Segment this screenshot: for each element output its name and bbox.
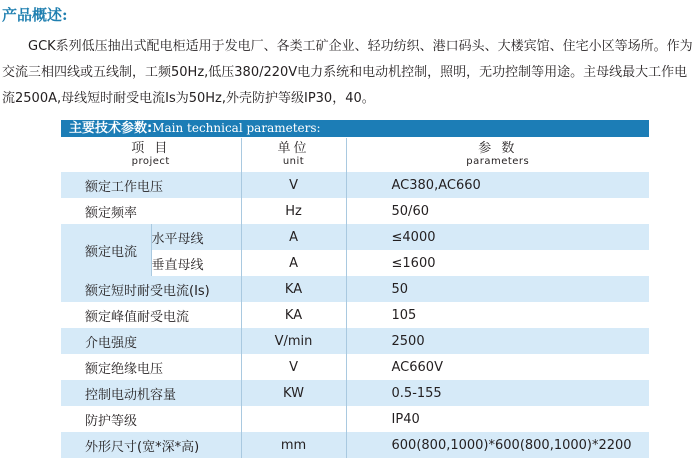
row-label: 额定频率 (61, 198, 241, 224)
banner-title-cn: 主要技术参数: (69, 121, 153, 136)
row-label-group: 额定电流 (61, 224, 151, 276)
row-value: IP40 (346, 406, 649, 432)
row-unit: V/min (241, 328, 346, 354)
table-row (61, 354, 649, 380)
header-parameters (346, 138, 649, 172)
row-label: 外形尺寸(宽*深*高) (61, 432, 241, 458)
banner-title-en: Main technical parameters: (152, 121, 321, 135)
table-row (61, 302, 649, 328)
row-value: ≤1600 (346, 250, 649, 276)
row-value: 105 (346, 302, 649, 328)
intro-text: GCK系列低压抽出式配电柜适用于发电厂、各类工矿企业、轻功纺织、港口码头、大楼宾馆、住宅小区等场所。作为交流三相四线或五线制，工频50Hz,低压380/220V电力系统和电动机控制，照明，无功控制等用途。主母线最大工作电流2500A,母线短时耐受电流Is为50Hz,外壳防护等级IP30，40。 (2, 39, 693, 106)
row-value: AC380,AC660 (346, 172, 649, 198)
row-label: 额定短时耐受电流(Is) (61, 276, 241, 302)
row-value: AC660V (346, 354, 649, 380)
table-row (61, 224, 649, 250)
row-value: 50/60 (346, 198, 649, 224)
row-sublabel: 垂直母线 (151, 250, 241, 276)
row-label: 介电强度 (61, 328, 241, 354)
section-title: 产品概述: (2, 6, 68, 24)
header-unit-en: unit (282, 156, 305, 167)
table-row (61, 276, 649, 302)
row-unit: Hz (241, 198, 346, 224)
table-row (61, 432, 649, 458)
row-unit: mm (241, 432, 346, 458)
parameters-table (61, 138, 649, 458)
header-unit-cn: 单位 (277, 141, 310, 156)
header-param-cn: 参 数 (478, 141, 518, 156)
table-row (61, 406, 649, 432)
table-row (61, 198, 649, 224)
row-unit: V (241, 354, 346, 380)
row-label: 额定峰值耐受电流 (61, 302, 241, 328)
row-unit: V (241, 172, 346, 198)
row-sublabel: 水平母线 (151, 224, 241, 250)
row-value: 2500 (346, 328, 649, 354)
table-row (61, 380, 649, 406)
header-project-cn: 项 目 (131, 141, 171, 156)
row-unit (241, 406, 346, 432)
row-value: 50 (346, 276, 649, 302)
row-unit: A (241, 224, 346, 250)
row-unit: KA (241, 302, 346, 328)
parameters-banner (61, 120, 649, 137)
row-unit: A (241, 250, 346, 276)
table-row (61, 172, 649, 198)
header-param-en: parameters (466, 156, 530, 167)
row-label: 防护等级 (61, 406, 241, 432)
row-value: 600(800,1000)*600(800,1000)*2200 (346, 432, 649, 458)
intro-paragraph (2, 34, 696, 112)
row-label: 额定绝缘电压 (61, 354, 241, 380)
row-value: ≤4000 (346, 224, 649, 250)
header-project (61, 138, 241, 172)
header-project-en: project (131, 156, 170, 167)
row-unit: KW (241, 380, 346, 406)
table-header-row (61, 138, 649, 172)
row-unit: KA (241, 276, 346, 302)
table-row (61, 328, 649, 354)
row-label: 控制电动机容量 (61, 380, 241, 406)
header-unit (241, 138, 346, 172)
row-value: 0.5-155 (346, 380, 649, 406)
row-label: 额定工作电压 (61, 172, 241, 198)
